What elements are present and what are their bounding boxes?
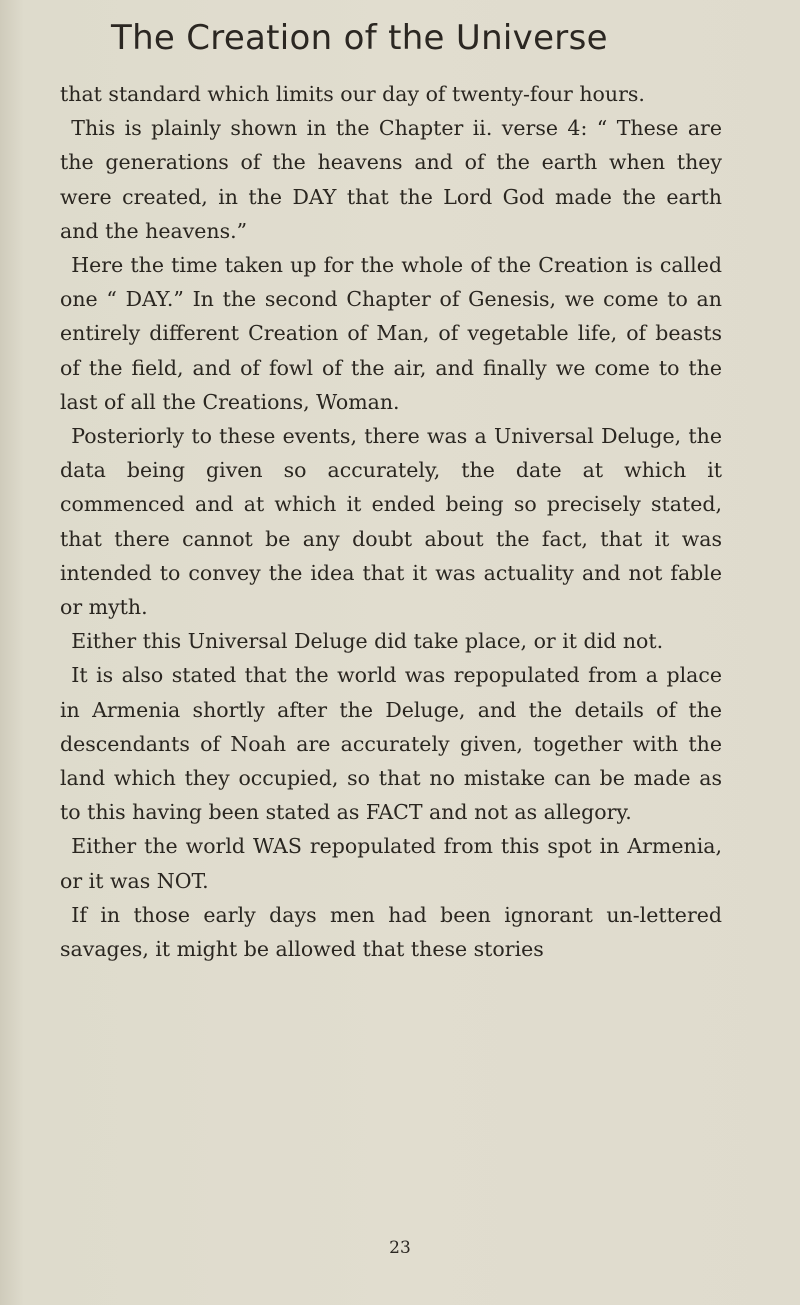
page-number: 23 [389,1238,411,1258]
paragraph-5: Either this Universal Deluge did take place, or it did not. [71,629,664,654]
paragraph-8: If in those early days men had been ignorant un-lettered savages, it might be allowed that these stories [60,902,722,962]
body-text [60,77,722,966]
paragraph-6: It is also stated that the world was repopulated from a place in Armenia shortly after the Deluge, and the details of the descendants of Noah are accurately given, together with the land which they occupied, so that no mistake can be made as to this having been stated as FACT and not as allegory. [60,663,722,825]
running-head: The Creation of the Universe [111,18,608,58]
paragraph-1: that standard which limits our day of twenty-four hours. [60,82,645,106]
paragraph-2: This is plainly shown in the Chapter ii. verse 4: “ These are the generations of the heavens and of the earth when they were created, in the DAY that the Lord God made the earth and the heavens.” [60,116,722,243]
paragraph-7: Either the world WAS repopulated from this spot in Armenia, or it was NOT. [60,834,722,893]
paragraph-4: Posteriorly to these events, there was a Universal Deluge, the data being given so accurately, the date at which it commenced and at which it ended being so precisely stated, that there cannot be any doubt about the fact, that it was intended to convey the idea that it was actuality and not fable or myth. [60,424,722,620]
paragraph-3: Here the time taken up for the whole of the Creation is called one “ DAY.” In the second Chapter of Genesis, we come to an entirely different Creation of Man, of vegetable life, of beasts of the field, and of fowl of the air, and finally we come to the last of all the Creations, Woman. [60,253,722,414]
